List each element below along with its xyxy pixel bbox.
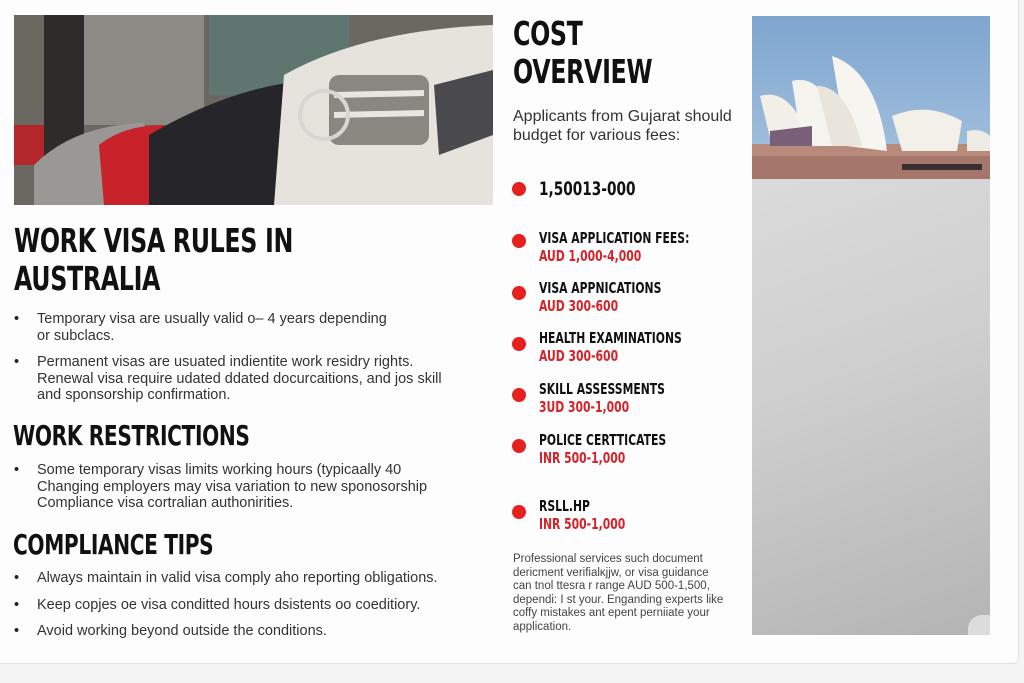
fee-label: HEALTH EXAMINATIONS — [539, 329, 682, 347]
cost-total: 1,50013-000 — [539, 178, 636, 200]
list-item: • Temporary visa are usually valid o– 4 years depending or subclacs. — [14, 311, 484, 344]
fee-value: AUD 1,000-4,000 — [539, 247, 642, 265]
fee-value: INR 500-1,000 — [539, 449, 626, 467]
side-image-panel — [752, 16, 990, 635]
work-restrictions-title: WORK RESTRICTIONS — [13, 419, 250, 452]
fee-label: POLICE CERTTICATES — [539, 431, 667, 449]
work-visa-bullets — [14, 311, 484, 404]
professional-services-note: Professional services such document dericment verifialĸjjw, or visa guidance can tnol ttesra r range AUD 500-1,500, dependi: I st your. Enganding experts like coffy mistakes ant epent perniiate your application. — [513, 553, 724, 633]
compliance-tips-title: COMPLIANCE TIPS — [13, 528, 214, 561]
red-bullet-icon — [512, 439, 526, 453]
work-visa-title-line2: AUSTRALIA — [14, 259, 161, 298]
red-bullet-icon — [512, 286, 526, 300]
list-item: • Some temporary visas limits working hours (typicaally 40 Changing employers may visa variation to new sponosorship Compliance visa cortralian authonirities. — [14, 462, 494, 512]
opera-house-image — [752, 16, 990, 179]
list-item: • Keep copjes oe visa conditted hours dsistents oo coeditiory. — [14, 597, 494, 614]
work-restrictions-bullets — [14, 462, 494, 512]
red-bullet-icon — [512, 234, 526, 248]
fee-value: 3UD 300-1,000 — [539, 398, 630, 416]
compliance-tips-bullets — [14, 570, 494, 640]
fee-label: RSLL.HP — [539, 497, 590, 515]
red-bullet-icon — [512, 388, 526, 402]
fee-label: SKILL ASSESSMENTS — [539, 380, 665, 398]
fee-value: AUD 300-600 — [539, 297, 619, 315]
hero-image-cars — [14, 15, 493, 205]
work-visa-title-line1: WORK VISA RULES IN — [14, 221, 293, 260]
cost-intro: Applicants from Gujarat should budget for various fees: — [513, 108, 732, 144]
list-item: • Avoid working beyond outside the conditions. — [14, 623, 494, 640]
red-bullet-icon — [512, 182, 526, 196]
cost-overview-title: COST OVERVIEW — [513, 14, 653, 91]
fee-value: INR 500-1,000 — [539, 515, 626, 533]
list-item: • Always maintain in valid visa comply aho reporting obligations. — [14, 570, 494, 587]
list-item: • Permanent visas are usuated indientite work residry rights. Renewal visa require udated ddated docurcaitions, and jos skill and sponsorship confirmation. — [14, 354, 484, 404]
red-bullet-icon — [512, 337, 526, 351]
fee-label: VISA APPLICATION FEES: — [539, 229, 690, 247]
red-bullet-icon — [512, 505, 526, 519]
fee-value: AUD 300-600 — [539, 347, 619, 365]
work-visa-title — [14, 222, 293, 298]
fee-label: VISA APPNICATIONS — [539, 279, 662, 297]
page-curl-decoration — [968, 615, 990, 635]
